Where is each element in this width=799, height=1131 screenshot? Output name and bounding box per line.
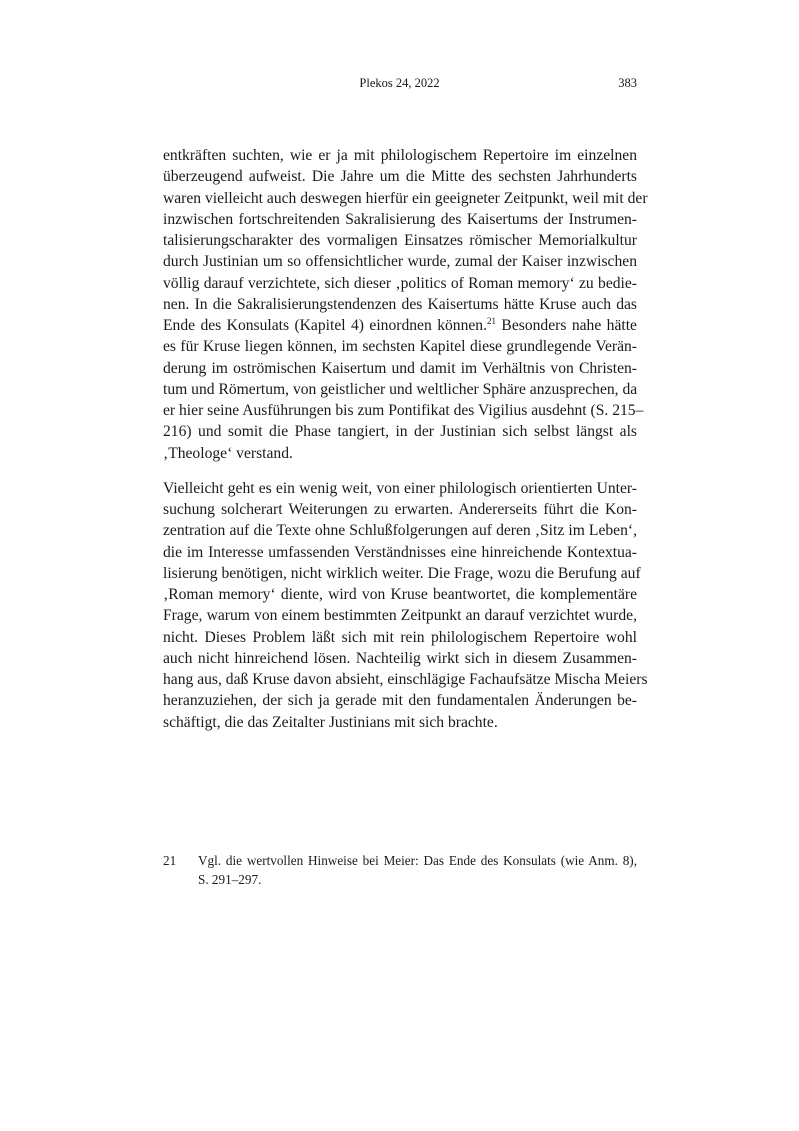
footnote-line <box>163 315 637 336</box>
text-line: nen. In die Sakralisierungstendenzen des Kaisertums hätte Kruse auch das <box>163 295 637 313</box>
text: Ende des Konsulats (Kapitel 4) einordnen können. <box>163 317 487 334</box>
text: Besonders nahe hätte <box>496 317 637 334</box>
text-line: derung im oströmischen Kaisertum und damit im Verhältnis von Christen- <box>163 359 637 377</box>
text-line: 216) und somit die Phase tangiert, in der Justinian sich selbst längst als <box>163 423 637 441</box>
text-line: überzeugend aufweist. Die Jahre um die Mitte des sechsten Jahrhunderts <box>163 168 637 186</box>
text-line: durch Justinian um so offensichtlicher wurde, zumal der Kaiser inzwischen <box>163 253 637 271</box>
text-line: waren vielleicht auch deswegen hierfür ein geeigneter Zeitpunkt, weil mit der <box>163 189 648 207</box>
text-line: auch nicht hinreichend lösen. Nachteilig wirkt sich in diesem Zusammen- <box>163 649 637 667</box>
text-line: es für Kruse liegen können, im sechsten Kapitel diese grundlegende Verän- <box>163 338 637 356</box>
running-head: Plekos 24, 2022 <box>359 76 440 90</box>
text-line: die im Interesse umfassenden Verständnisses eine hinreichende Kontextua- <box>163 543 637 561</box>
text-line: lisierung benötigen, nicht wirklich weiter. Die Frage, wozu die Berufung auf <box>163 564 641 582</box>
text-line: tum und Römertum, von geistlicher und weltlicher Sphäre anzusprechen, da <box>163 380 638 398</box>
text-line: er hier seine Ausführungen bis zum Pontifikat des Vigilius ausdehnt (S. 215– <box>163 402 644 419</box>
text-line: hang aus, daß Kruse davon absieht, einschlägige Fachaufsätze Mischa Meiers <box>163 671 648 688</box>
text-line: ‚Roman memory‘ diente, wird von Kruse beantwortet, die komplementäre <box>163 586 637 603</box>
text-line: talisierungscharakter des vormaligen Einsatzes römischer Memorialkultur <box>163 232 637 249</box>
text-line: Vielleicht geht es ein wenig weit, von einer philologisch orientierten Unter- <box>163 479 637 497</box>
text-line: Frage, warum von einem bestimmten Zeitpunkt an darauf verzichtet wurde, <box>163 607 637 625</box>
text-line: entkräften suchten, wie er ja mit philologischem Repertoire im einzelnen <box>163 147 637 164</box>
footnote-ref-21[interactable]: 21 <box>487 316 496 326</box>
paragraph-1 <box>163 145 648 464</box>
text-line: völlig darauf verzichtete, sich dieser ‚politics of Roman memory‘ zu bedie- <box>163 274 637 292</box>
paragraph-2 <box>163 478 648 733</box>
text-line: ‚Theologe‘ verstand. <box>163 444 293 462</box>
text-line: heranzuziehen, der sich ja gerade mit den fundamentalen Änderungen be- <box>163 692 637 710</box>
footnote-line: Vgl. die wertvollen Hinweise bei Meier: Das Ende des Konsulats (wie Anm. 8), <box>198 853 637 868</box>
footnote-line: S. 291–297. <box>198 872 262 887</box>
text-line: schäftigt, die das Zeitalter Justinians mit sich brachte. <box>163 713 498 731</box>
body-text <box>163 145 648 747</box>
footnote-number: 21 <box>163 853 177 868</box>
text-line: zentration auf die Texte ohne Schlußfolgerungen auf deren ‚Sitz im Leben‘, <box>163 522 637 540</box>
text-line: nicht. Dieses Problem läßt sich mit rein philologischem Repertoire wohl <box>163 628 637 646</box>
text-line: inzwischen fortschreitenden Sakralisierung des Kaisertums der Instrumen- <box>163 210 637 228</box>
text-line: suchung solcherart Weiterungen zu erwarten. Andererseits führt die Kon- <box>163 501 637 518</box>
footnote-21 <box>163 851 637 889</box>
page-number: 383 <box>618 76 637 90</box>
